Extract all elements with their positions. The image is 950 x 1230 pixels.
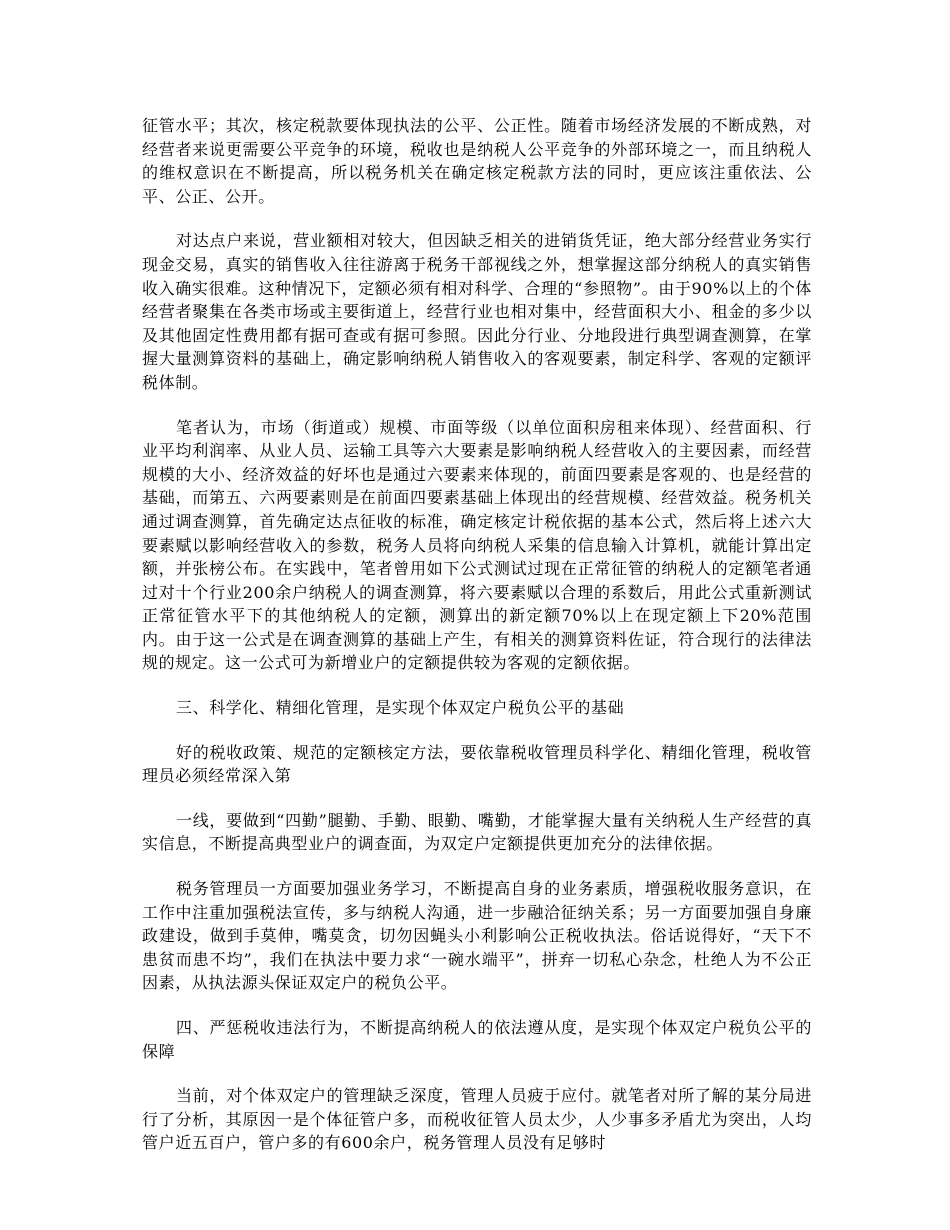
section-heading: 三、科学化、精细化管理，是实现个体双定户税负公平的基础 xyxy=(176,698,625,718)
paragraph: 征管水平；其次，核定税款要体现执法的公平、公正性。随着市场经济发展的不断成熟，对经营者来说更需要公平竞争的环境，税收也是纳税人公平竞争的外部环境之一，而且纳税人的维权意识在不断提高，所以税务机关在确定核定税款方法的同时，更应该注重依法、公平、公正、公开。 xyxy=(142,116,812,206)
document-page xyxy=(142,114,812,1176)
paragraph: 一线，要做到“四勤”腿勤、手勤、眼勤、嘴勤，才能掌握大量有关纳税人生产经营的真实信息，不断提高典型业户的调查面，为双定户定额提供更加充分的法律依据。 xyxy=(142,810,812,854)
paragraph: 好的税收政策、规范的定额核定方法，要依靠税收管理员科学化、精细化管理，税收管理员必须经常深入第 xyxy=(142,742,812,786)
paragraph: 笔者认为，市场（街道或）规模、市面等级（以单位面积房租来体现）、经营面积、行业平均利润率、从业人员、运输工具等六大要素是影响纳税人经营收入的主要因素，而经营规模的大小、经济效益的好坏也是通过六要素来体现的，前面四要素是客观的、也是经营的基础，而第五、六两要素则是在前面四要素基础上体现出的经营规模、经营效益。税务机关通过调查测算，首先确定达点征收的标准，确定核定计税依据的基本公式，然后将上述六大要素赋以影响经营收入的参数，税务人员将向纳税人采集的信息输入计算机，就能计算出定额，并张榜公布。在实践中，笔者曾用如下公式测试过现在正常征管的纳税人的定额笔者通过对十个行业200余户纳税人的调查测算，将六要素赋以合理的系数后，用此公式重新测试正常征管水平下的其他纳税人的定额，测算出的新定额70%以上在现定额上下20%范围内。由于这一公式是在调查测算的基础上产生，有相关的测算资料佐证，符合现行的法律法规的规定。这一公式可为新增业户的定额提供较为客观的定额依据。 xyxy=(142,417,812,673)
section-heading: 四、严惩税收违法行为，不断提高纳税人的依法遵从度，是实现个体双定户税负公平的保障 xyxy=(142,1018,812,1061)
paragraph: 税务管理员一方面要加强业务学习，不断提高自身的业务素质，增强税收服务意识，在工作中注重加强税法宣传，多与纳税人沟通，进一步融洽征纳关系；另一方面要加强自身廉政建设，做到手莫伸，嘴莫贪，切勿因蝇头小利影响公正税收执法。俗话说得好，“天下不患贫而患不均”，我们在执法中要力求“一碗水端平”，拼弃一切私心杂念，杜绝人为不公正因素，从执法源头保证双定户的税负公平。 xyxy=(142,879,812,993)
paragraph: 对达点户来说，营业额相对较大，但因缺乏相关的进销货凭证，绝大部分经营业务实行现金交易，真实的销售收入往往游离于税务干部视线之外，想掌握这部分纳税人的真实销售收入确实很难。这种情况下，定额必须有相对科学、合理的“参照物”。由于90%以上的个体经营者聚集在各类市场或主要街道上，经营行业也相对集中，经营面积大小、租金的多少以及其他固定性费用都有据可查或有据可参照。因此分行业、分地段进行典型调查测算，在掌握大量测算资料的基础上，确定影响纳税人销售收入的客观要素，制定科学、客观的定额评税体制。 xyxy=(142,231,812,392)
paragraph: 当前，对个体双定户的管理缺乏深度，管理人员疲于应付。就笔者对所了解的某分局进行了分析，其原因一是个体征管户多，而税收征管人员太少，人少事多矛盾尤为突出，人均管户近五百户，管户多的有600余户，税务管理人员没有足够时 xyxy=(142,1086,812,1153)
